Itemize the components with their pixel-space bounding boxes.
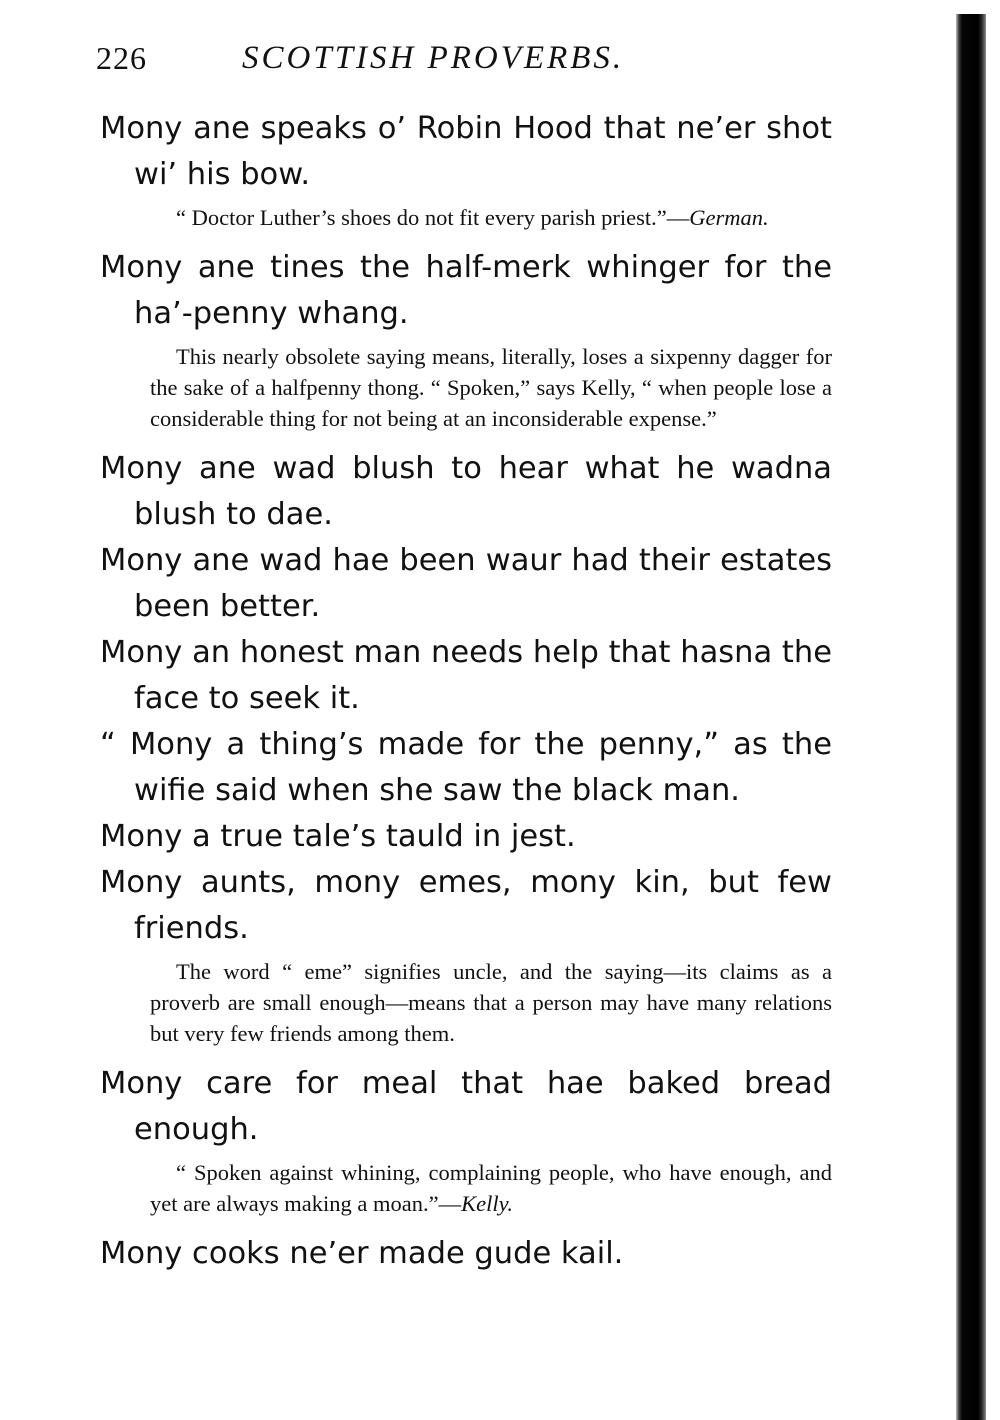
running-title: SCOTTISH PROVERBS. — [242, 40, 625, 76]
note-text: “ Spoken against whining, complaining people, who have enough, and yet are always making a moan.”— — [150, 1160, 832, 1216]
book-spine-shadow — [956, 14, 986, 1420]
proverb-8: Mony aunts, mony emes, mony kin, but few friends. — [100, 865, 832, 946]
proverb-9-note — [150, 1157, 832, 1219]
note-text: “ Doctor Luther’s shoes do not fit every parish priest.”— — [176, 205, 690, 230]
proverb-6: “ Mony a thing’s made for the penny,” as the wifie said when she saw the black man. — [100, 727, 832, 808]
page-header — [96, 40, 796, 90]
proverb-1: Mony ane speaks o’ Robin Hood that ne’er shot wi’ his bow. — [100, 111, 832, 192]
page-number: 226 — [96, 40, 147, 76]
note-attribution: Kelly. — [461, 1191, 514, 1216]
proverb-list — [100, 106, 832, 1277]
proverb-1-note — [150, 202, 832, 233]
proverb-7: Mony a true tale’s tauld in jest. — [100, 819, 576, 854]
proverb-5: Mony an honest man needs help that hasna the face to seek it. — [100, 635, 832, 716]
proverb-9: Mony care for meal that hae baked bread enough. — [100, 1066, 832, 1147]
proverb-3: Mony ane wad blush to hear what he wadna blush to dae. — [100, 451, 832, 532]
note-attribution: German. — [689, 205, 769, 230]
proverb-8-note: The word “ eme” signifies uncle, and the saying—its claims as a proverb are small enough—means that a person may have many relations but very few friends among them. — [150, 959, 832, 1046]
proverb-4: Mony ane wad hae been waur had their estates been better. — [100, 543, 832, 624]
proverb-2-note: This nearly obsolete saying means, literally, loses a sixpenny dagger for the sake of a halfpenny thong. “ Spoken,” says Kelly, “ when people lose a considerable thing for not being at an inconsiderable expense.” — [150, 344, 832, 431]
proverb-10: Mony cooks ne’er made gude kail. — [100, 1236, 624, 1271]
proverb-2: Mony ane tines the half-merk whinger for the ha’-penny whang. — [100, 250, 832, 331]
